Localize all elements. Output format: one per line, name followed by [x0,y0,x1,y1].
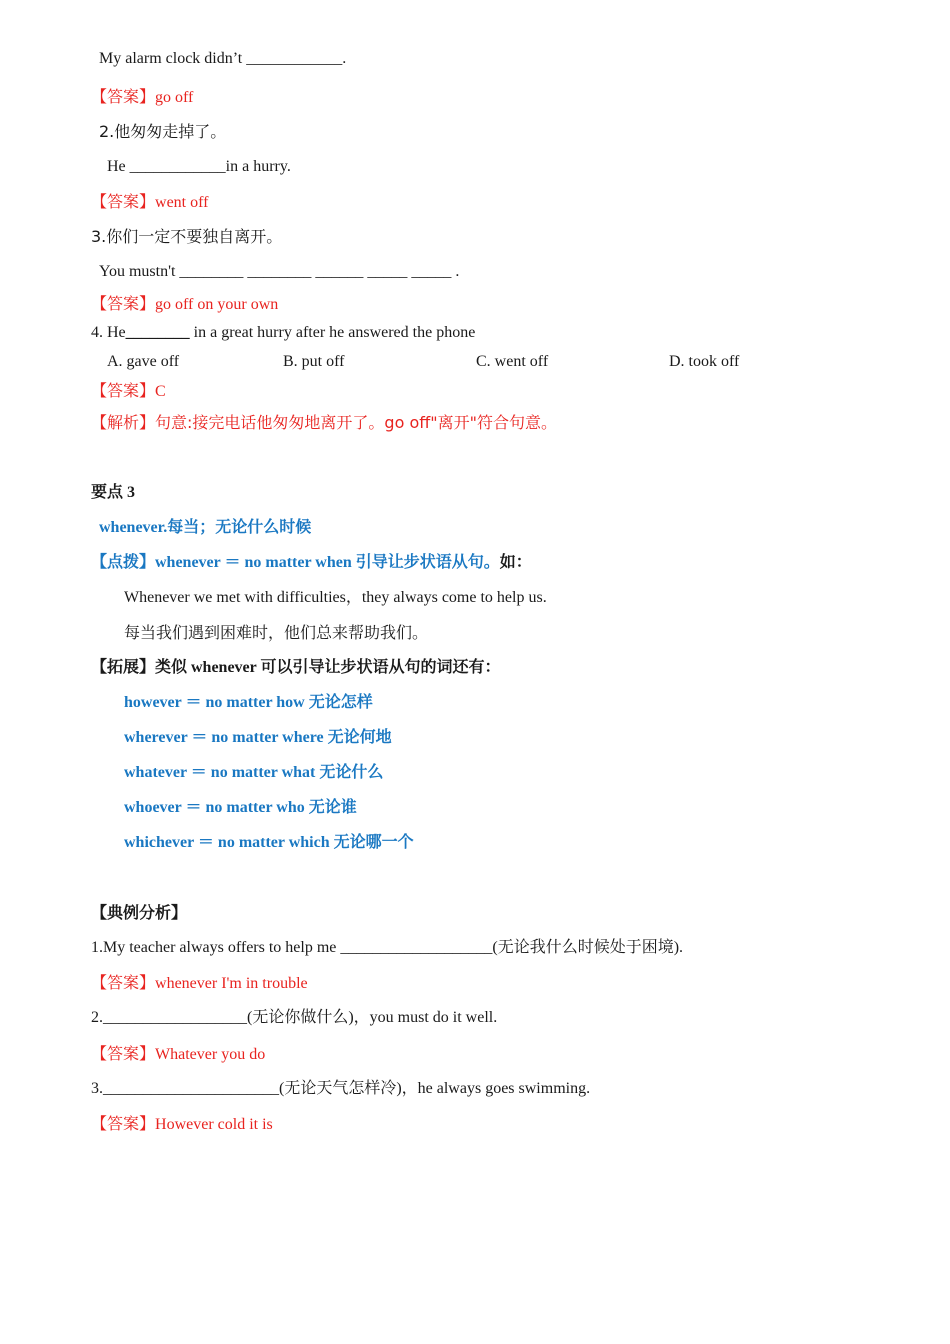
answer-tag: 【答案】 [91,381,156,400]
answer-alarm [91,87,193,108]
point3-tip [91,553,532,573]
answer-2 [91,192,208,213]
question-4 [91,323,475,343]
question-4-lead: 4. He [91,324,126,341]
question-3: You mustn't ________ ________ ______ _____ _____ . [99,263,460,280]
answer-text: whenever I'm in trouble [155,975,308,992]
example-1-answer [91,973,308,994]
question-2-prompt: 2.他匆匆走掉了。 [99,122,227,141]
answer-tag: 【答案】 [91,294,156,313]
answer-text: C [155,383,166,400]
section-heading-point3: 要点 3 [91,484,136,501]
question-4-rest: in a great hurry after he answered the phone [189,324,476,341]
word-whichever: whichever ＝ no matter which 无论哪一个 [124,834,414,851]
answer-tag: 【答案】 [91,1114,156,1133]
word-whatever: whatever ＝ no matter what 无论什么 [124,764,384,781]
examples-heading: 【典例分析】 [91,903,188,922]
point3-tip-suffix: 如： [499,554,532,571]
option-a: A. gave off [107,353,180,370]
word-whoever: whoever ＝ no matter who 无论谁 [124,799,357,816]
question-3-prompt: 3.你们一定不要独自离开。 [91,227,283,246]
answer-text: went off [155,194,209,211]
explanation-text: 句意:接完电话他匆匆地离开了。go off"离开"符合句意。 [155,413,557,432]
explanation-4 [91,413,557,434]
point3-expand: 【拓展】类似 whenever 可以引导让步状语从句的词还有： [91,659,501,676]
option-d: D. took off [669,353,740,370]
question-4-blank: ________ [125,324,190,341]
answer-tag: 【答案】 [91,973,156,992]
answer-text: However cold it is [155,1116,273,1133]
answer-4 [91,381,166,402]
question-alarm: My alarm clock didn’t ____________. [99,50,347,67]
answer-text: Whatever you do [155,1046,266,1063]
answer-tag: 【答案】 [91,192,156,211]
point3-example-zh: 每当我们遇到困难时，他们总来帮助我们。 [124,623,429,642]
point3-title: whenever.每当；无论什么时候 [99,519,312,536]
point3-tip-text: 【点拨】whenever ＝ no matter when 引导让步状语从句。 [91,554,500,571]
question-2: He ____________in a hurry. [107,158,291,175]
example-3-question: 3.______________________(无论天气怎样冷)，he always goes swimming. [91,1080,591,1097]
example-1-question: 1.My teacher always offers to help me ___________________(无论我什么时候处于困境). [91,939,684,956]
answer-tag: 【答案】 [91,87,156,106]
point3-example-en: Whenever we met with difficulties，they always come to help us. [124,589,547,606]
answer-3 [91,294,278,315]
example-2-answer [91,1044,265,1065]
example-3-answer [91,1114,273,1135]
word-wherever: wherever ＝ no matter where 无论何地 [124,729,392,746]
answer-text: go off [155,89,194,106]
word-however: however ＝ no matter how 无论怎样 [124,694,373,711]
option-c: C. went off [476,353,549,370]
example-2-question: 2.__________________(无论你做什么)，you must do it well. [91,1009,498,1026]
explanation-tag: 【解析】 [91,413,156,432]
answer-text: go off on your own [155,296,279,313]
answer-tag: 【答案】 [91,1044,156,1063]
option-b: B. put off [283,353,345,370]
